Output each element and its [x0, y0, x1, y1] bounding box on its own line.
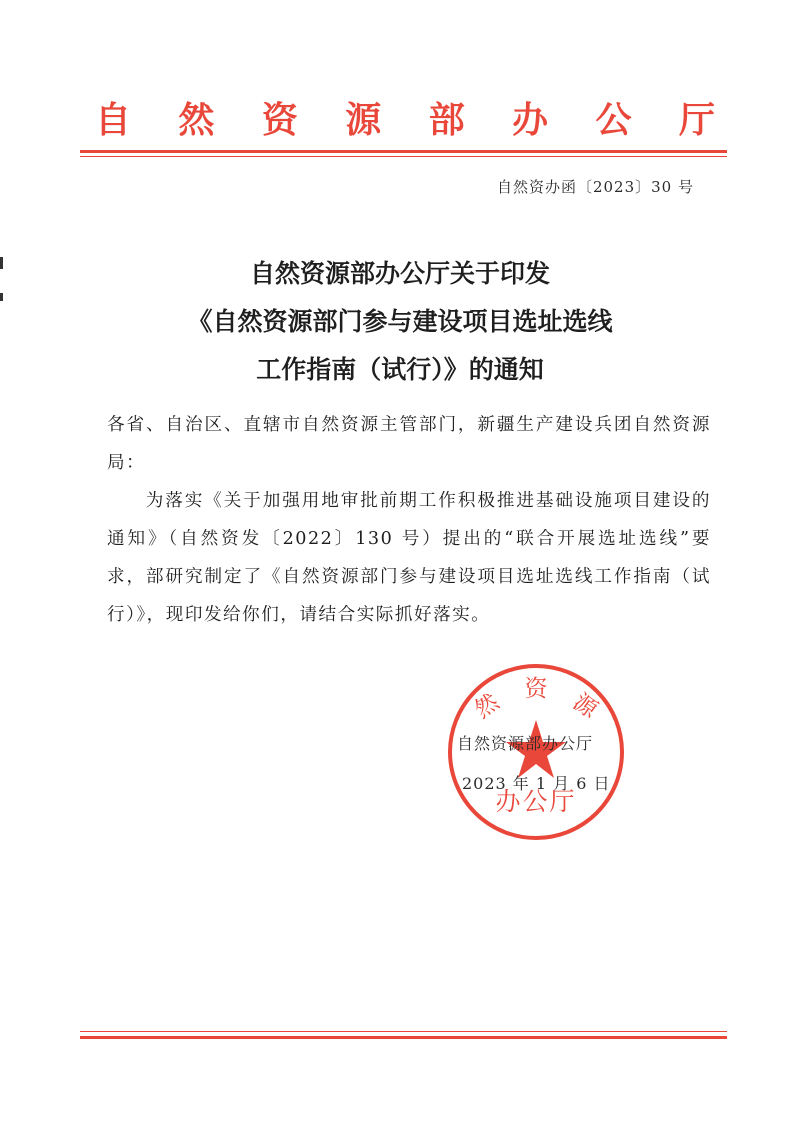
signing-organization: 自然资源部办公厅 — [457, 734, 594, 753]
scan-mark — [0, 257, 3, 269]
document-number: 自然资办函〔2023〕30 号 — [496, 178, 694, 196]
seal-arc-char: 源 — [568, 689, 602, 724]
document-title — [100, 250, 700, 394]
header-char: 资 — [261, 100, 298, 141]
signing-date: 2023 年 1 月 6 日 — [462, 774, 611, 793]
header-char: 公 — [595, 100, 632, 141]
header-rule-thin — [80, 156, 727, 157]
header-char: 自 — [95, 100, 132, 141]
title-line: 《自然资源部门参与建设项目选址选线 — [187, 307, 613, 336]
salutation: 各省、自治区、直辖市自然资源主管部门，新疆生产建设兵团自然资源局： — [107, 415, 711, 473]
seal-arc-char: 然 — [470, 689, 504, 724]
body-paragraph: 为落实《关于加强用地审批前期工作积极推进基础设施项目建设的通知》（自然资发〔2022〕130 号）提出的“联合开展选址选线”要求，部研究制定了《自然资源部门参与建设项目选址选线工作指南（试行）》，现印发给你们，请结合实际抓好落实。 — [107, 491, 711, 625]
title-line: 自然资源部办公厅关于印发 — [249, 259, 550, 288]
title-line: 工作指南（试行）》的通知 — [256, 355, 544, 384]
footer-rule-thin — [80, 1031, 727, 1032]
header-rule-thick — [80, 150, 727, 153]
scan-mark — [0, 293, 3, 301]
seal-arc-char: 资 — [524, 676, 548, 702]
header-char: 源 — [345, 100, 382, 141]
header-char: 然 — [178, 100, 215, 141]
issuing-office-header — [95, 92, 715, 143]
footer-rule-thick — [80, 1036, 727, 1039]
document-body — [107, 406, 711, 634]
seal-bottom-text: 办公厅 — [495, 787, 577, 816]
header-char: 办 — [512, 100, 549, 141]
header-char: 部 — [428, 100, 465, 141]
header-char: 厅 — [678, 100, 715, 141]
